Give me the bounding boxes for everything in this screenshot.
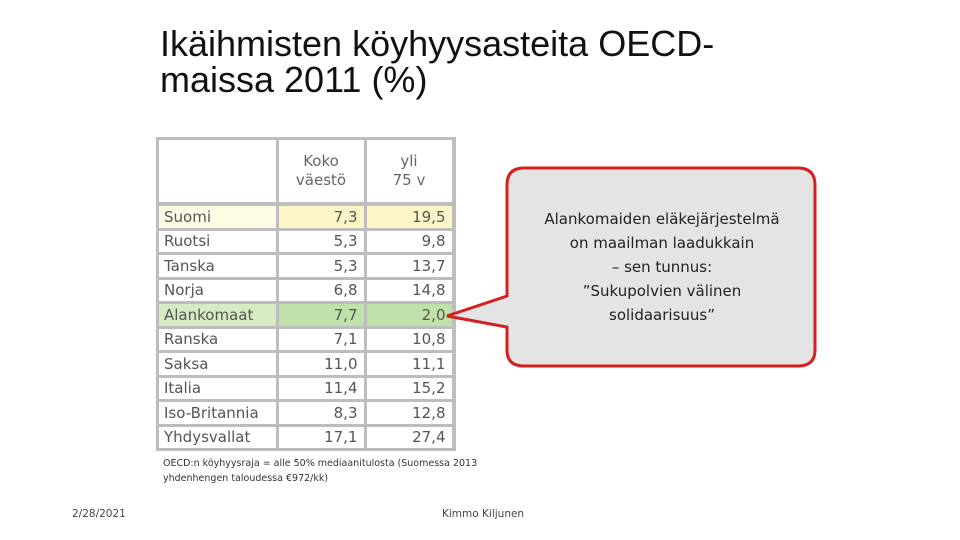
- callout-line-4: ”Sukupolvien välinen: [582, 282, 742, 300]
- total-cell: 8,3: [277, 401, 365, 426]
- country-cell: Saksa: [159, 352, 277, 377]
- over75-cell: 12,8: [365, 401, 453, 426]
- country-cell: Alankomaat: [159, 303, 277, 328]
- country-cell: Yhdysvallat: [159, 425, 277, 450]
- country-cell: Tanska: [159, 254, 277, 279]
- over75-cell: 2,0: [365, 303, 453, 328]
- total-cell: 7,7: [277, 303, 365, 328]
- country-cell: Ruotsi: [159, 229, 277, 254]
- over75-cell: 27,4: [365, 425, 453, 450]
- total-cell: 7,1: [277, 327, 365, 352]
- country-cell: Suomi: [159, 204, 277, 229]
- footnote-line-2: yhdenhengen taloudessa €972/kk): [163, 473, 329, 484]
- over75-cell: 10,8: [365, 327, 453, 352]
- callout-line-5: solidaarisuus”: [609, 306, 715, 324]
- footnote-line-1: OECD:n köyhyysraja = alle 50% mediaanitulosta (Suomessa 2013: [163, 458, 478, 469]
- country-cell: Ranska: [159, 327, 277, 352]
- total-cell: 17,1: [277, 425, 365, 450]
- slide-date: 2/28/2021: [72, 508, 126, 520]
- total-cell: 5,3: [277, 229, 365, 254]
- country-cell: Italia: [159, 376, 277, 401]
- title-line-2: maissa 2011 (%): [160, 59, 428, 100]
- total-cell: 11,0: [277, 352, 365, 377]
- title-line-1: Ikäihmisten köyhyysasteita OECD-: [160, 23, 715, 64]
- total-cell: 7,3: [277, 204, 365, 229]
- callout-line-2: on maailman laadukkain: [569, 234, 755, 252]
- callout-line-3: – sen tunnus:: [611, 258, 713, 276]
- total-cell: 11,4: [277, 376, 365, 401]
- over75-cell: 11,1: [365, 352, 453, 377]
- country-cell: Norja: [159, 278, 277, 303]
- over75-cell: 13,7: [365, 254, 453, 279]
- over75-cell: 14,8: [365, 278, 453, 303]
- total-cell: 6,8: [277, 278, 365, 303]
- header-over75-label: yli 75 v: [392, 152, 426, 189]
- over75-cell: 19,5: [365, 204, 453, 229]
- over75-cell: 9,8: [365, 229, 453, 254]
- footnote: [163, 456, 523, 486]
- header-total-label: Koko väestö: [295, 152, 347, 189]
- over75-cell: 15,2: [365, 376, 453, 401]
- callout-text: [512, 207, 812, 327]
- total-cell: 5,3: [277, 254, 365, 279]
- slide-author: Kimmo Kiljunen: [442, 508, 525, 520]
- country-cell: Iso-Britannia: [159, 401, 277, 426]
- callout-line-1: Alankomaiden eläkejärjestelmä: [544, 210, 780, 228]
